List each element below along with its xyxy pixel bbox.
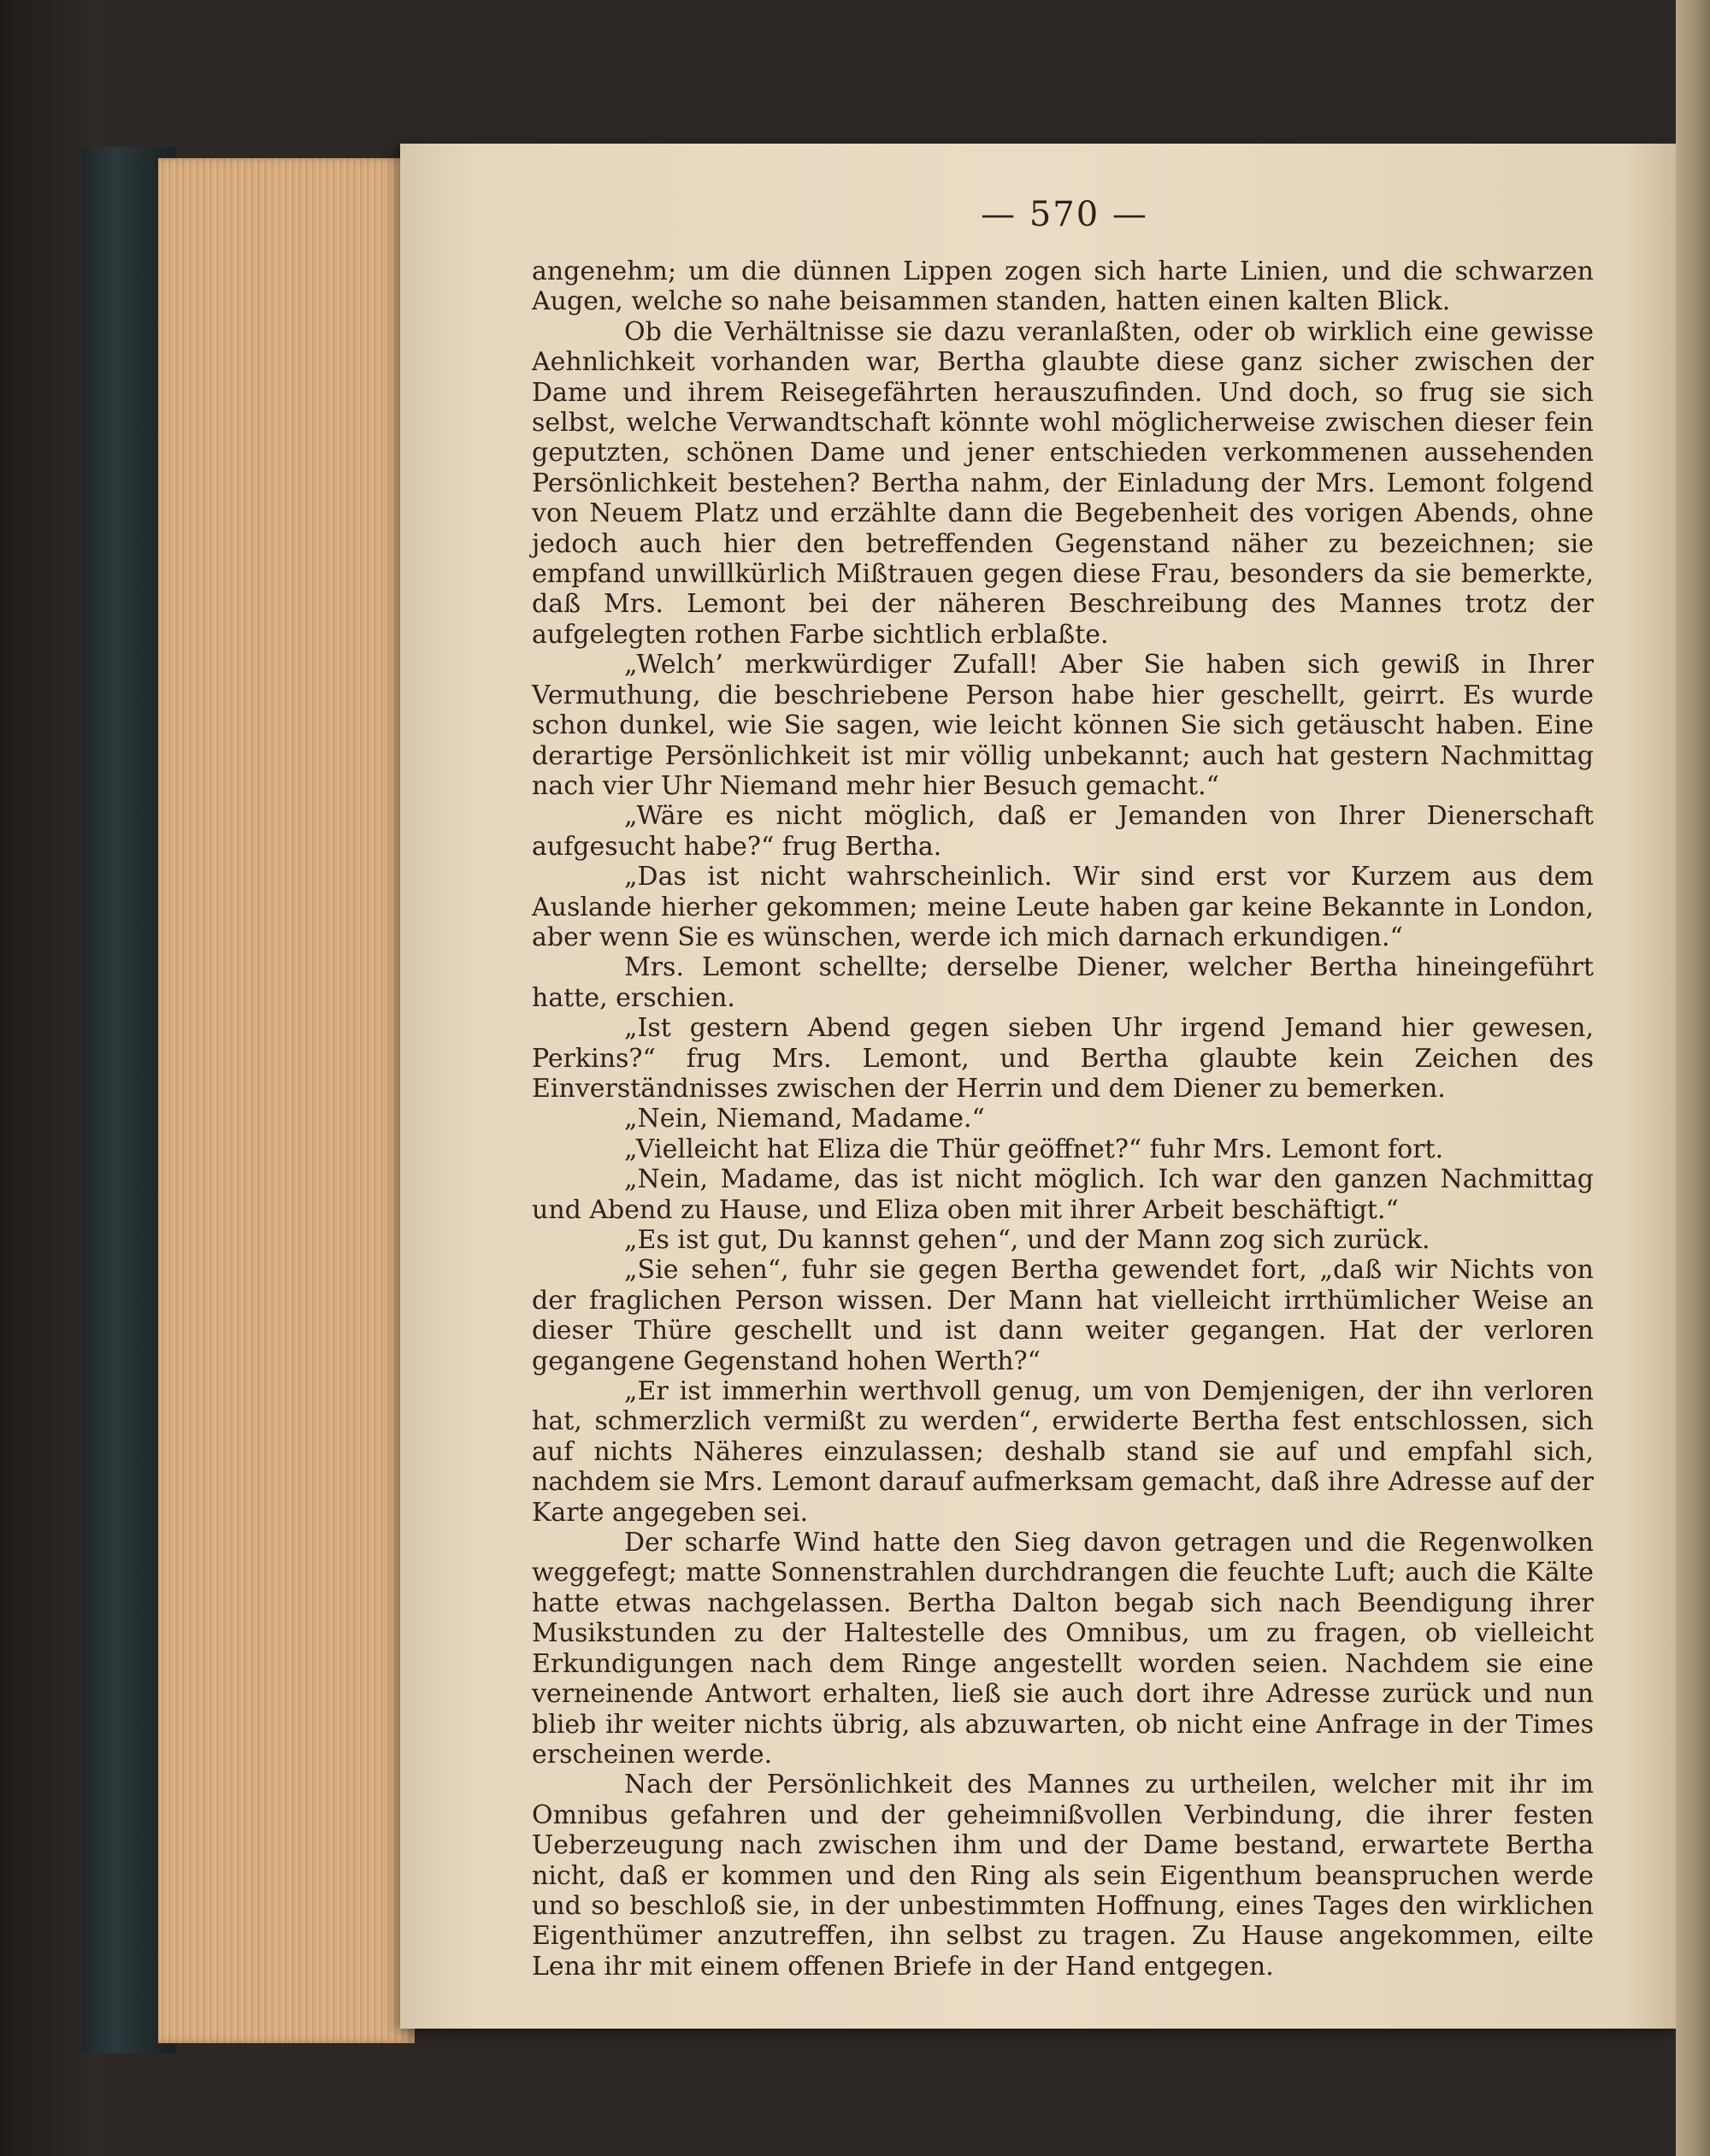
paragraph: „Vielleicht hat Eliza die Thür geöffnet?“ fuhr Mrs. Lemont fort. — [624, 1134, 1444, 1164]
paragraph: Mrs. Lemont schellte; derselbe Diener, welcher Bertha hineingeführt hatte, erschien. — [532, 952, 1594, 1013]
paragraph: „Ist gestern Abend gegen sieben Uhr irgend Jemand hier gewesen, Perkins?“ frug Mrs. Lemont, und Bertha glaubte kein Zeichen des Einverständnisses zwischen der Herrin und dem Diener zu bemerken. — [532, 1013, 1594, 1104]
paragraph: Der scharfe Wind hatte den Sieg davon getragen und die Regenwolken weggefegt; matte Sonnenstrahlen durchdrangen die feuchte Luft; auch die Kälte hatte etwas nachgelassen. Bertha Dalton begab sich nach Beendigung ihrer Musikstunden zu der Haltestelle des Omnibus, um zu fragen, ob vielleicht Erkundigungen nach dem Ringe angestellt worden seien. Nachdem sie eine verneinende Antwort erhalten, ließ sie auch dort ihre Adresse zurück und nun blieb ihr weiter nichts übrig, als abzuwarten, ob nicht eine Anfrage in der Times erscheinen werde. — [532, 1528, 1594, 1770]
page-edges — [158, 158, 415, 2043]
paragraph: „Wäre es nicht möglich, daß er Jemanden von Ihrer Dienerschaft aufgesucht habe?“ frug Bertha. — [532, 801, 1594, 862]
paragraph: „Er ist immerhin werthvoll genug, um von Demjenigen, der ihn verloren hat, schmerzlich vermißt zu werden“, erwiderte Bertha fest entschlossen, sich auf nichts Näheres einzulassen; deshalb stand sie auf und empfahl sich, nachdem sie Mrs. Lemont darauf aufmerksam gemacht, daß ihre Adresse auf der Karte angegeben sei. — [532, 1376, 1594, 1528]
adjacent-page-edge — [1676, 0, 1710, 2156]
paragraph: angenehm; um die dünnen Lippen zogen sich harte Linien, und die schwarzen Augen, welche so nahe beisammen standen, hatten einen kalten Blick. — [532, 256, 1594, 317]
paragraph: „Es ist gut, Du kannst gehen“, und der Mann zog sich zurück. — [624, 1225, 1430, 1255]
paragraph: Ob die Verhältnisse sie dazu veranlaßten, oder ob wirklich eine gewisse Aehnlichkeit vorhanden war, Bertha glaubte diese ganz sicher zwischen der Dame und ihrem Reisegefährten herauszufinden. Und doch, so frug sie sich selbst, welche Verwandtschaft könnte wohl möglicherweise zwischen dieser fein geputzten, schönen Dame und jener entschieden verkommenen aussehenden Persönlichkeit bestehen? Bertha nahm, der Einladung der Mrs. Lemont folgend von Neuem Platz und erzählte dann die Begebenheit des vorigen Abends, ohne jedoch auch hier den betreffenden Gegenstand näher zu bezeichnen; sie empfand unwillkürlich Mißtrauen gegen diese Frau, besonders da sie bemerkte, daß Mrs. Lemont bei der näheren Beschreibung des Mannes trotz der aufgelegten rothen Farbe sichtlich erblaßte. — [532, 316, 1594, 650]
page-number: — 570 — — [981, 195, 1148, 234]
paragraph: „Das ist nicht wahrscheinlich. Wir sind erst vor Kurzem aus dem Auslande hierher gekommen; meine Leute haben gar keine Bekannte in London, aber wenn Sie es wünschen, werde ich mich darnach erkundigen.“ — [532, 862, 1594, 952]
page-text — [532, 256, 1594, 1982]
paragraph: Nach der Persönlichkeit des Mannes zu urtheilen, welcher mit ihr im Omnibus gefahren und der geheimnißvollen Verbindung, die ihrer festen Ueberzeugung nach zwischen ihm und der Dame bestand, erwartete Bertha nicht, daß er kommen und den Ring als sein Eigenthum beanspruchen werde und so beschloß sie, in der unbestimmten Hoffnung, eines Tages den wirklichen Eigenthümer anzutreffen, ihn selbst zu tragen. Zu Hause angekommen, eilte Lena ihr mit einem offenen Briefe in der Hand entgegen. — [532, 1770, 1594, 1982]
paragraph: „Welch’ merkwürdiger Zufall! Aber Sie haben sich gewiß in Ihrer Vermuthung, die beschriebene Person habe hier geschellt, geirrt. Es wurde schon dunkel, wie Sie sagen, wie leicht können Sie sich getäuscht haben. Eine derartige Persönlichkeit ist mir völlig unbekannt; auch hat gestern Nachmittag nach vier Uhr Niemand mehr hier Besuch gemacht.“ — [532, 650, 1594, 801]
paragraph: „Nein, Madame, das ist nicht möglich. Ich war den ganzen Nachmittag und Abend zu Hause, und Eliza oben mit ihrer Arbeit beschäftigt.“ — [532, 1164, 1594, 1225]
paragraph: „Sie sehen“, fuhr sie gegen Bertha gewendet fort, „daß wir Nichts von der fraglichen Person wissen. Der Mann hat vielleicht irrthümlicher Weise an dieser Thüre geschellt und ist dann weiter gegangen. Hat der verloren gegangene Gegenstand hohen Werth?“ — [532, 1255, 1594, 1376]
paragraph: „Nein, Niemand, Madame.“ — [624, 1104, 985, 1134]
